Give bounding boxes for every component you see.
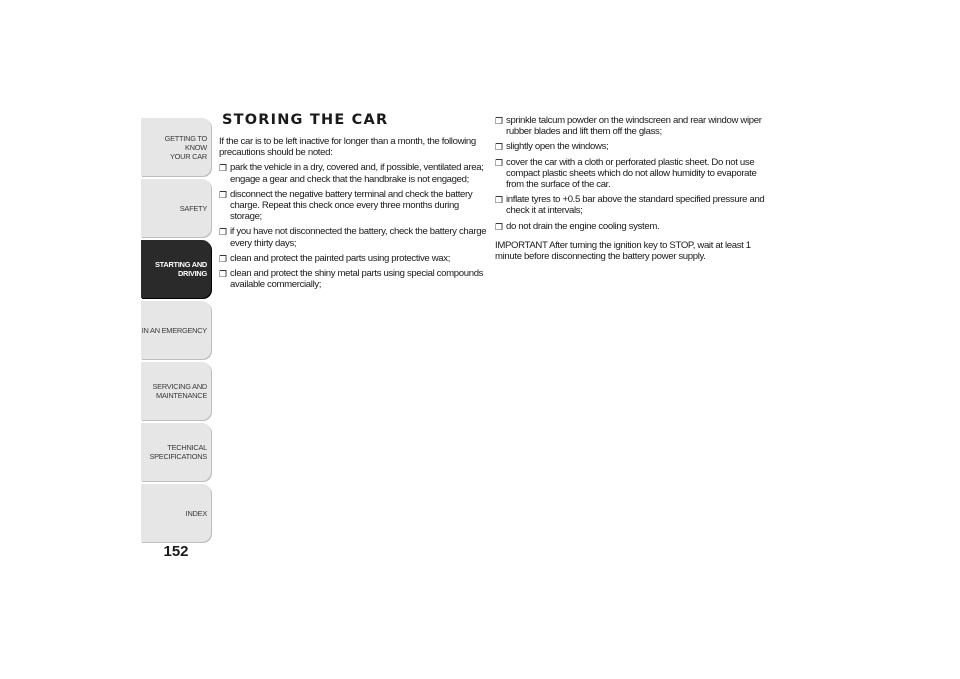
important-note: IMPORTANT After turning the ignition key to STOP, wait at least 1 minute before disconnecting the battery power supply.	[495, 239, 751, 263]
checkbox-bullet-icon: ❐	[495, 195, 503, 206]
checkbox-bullet-icon: ❐	[495, 221, 503, 232]
list-item	[495, 115, 775, 137]
checkbox-bullet-icon: ❐	[219, 269, 227, 280]
tab-starting-and-driving[interactable]: STARTING AND DRIVING	[141, 240, 211, 298]
checkbox-bullet-icon: ❐	[495, 157, 503, 168]
checkbox-bullet-icon: ❐	[219, 227, 227, 238]
intro-paragraph: If the car is to be left inactive for longer than a month, the following precautions should be noted:	[219, 136, 476, 159]
list-item	[219, 189, 491, 223]
list-item	[219, 268, 491, 290]
tab-index[interactable]: INDEX	[141, 484, 211, 542]
list-item	[495, 221, 775, 232]
tab-safety[interactable]: SAFETY	[141, 179, 211, 237]
tab-getting-to-know-your-car[interactable]: GETTING TO KNOW YOUR CAR	[141, 118, 211, 176]
list-item-text: clean and protect the shiny metal parts using special compounds available commercially;	[230, 268, 484, 291]
checkbox-bullet-icon: ❐	[219, 189, 227, 200]
list-item	[219, 226, 491, 248]
right-column	[495, 115, 775, 262]
list-item	[219, 253, 491, 264]
list-item	[495, 194, 775, 216]
checkbox-bullet-icon: ❐	[219, 163, 227, 174]
list-item	[495, 157, 775, 191]
list-item	[219, 162, 491, 184]
checkbox-bullet-icon: ❐	[219, 253, 227, 264]
left-precaution-list	[219, 162, 491, 290]
section-title: STORING THE CAR	[222, 112, 389, 128]
list-item	[495, 141, 775, 152]
tab-servicing-and-maintenance[interactable]: SERVICING AND MAINTENANCE	[141, 362, 211, 420]
list-item-text: inflate tyres to +0.5 bar above the standard specified pressure and check it at intervals;	[506, 194, 765, 217]
page-number: 152	[163, 543, 189, 560]
left-column	[219, 136, 491, 294]
tab-in-an-emergency[interactable]: IN AN EMERGENCY	[141, 301, 211, 359]
list-item-text: clean and protect the painted parts using protective wax;	[230, 252, 451, 264]
checkbox-bullet-icon: ❐	[495, 116, 503, 126]
list-item-text: park the vehicle in a dry, covered and, if possible, ventilated area; engage a gear and check that the handbrake is not engaged;	[230, 162, 484, 185]
list-item-text: slightly open the windows;	[506, 141, 609, 153]
list-item-text: cover the car with a cloth or perforated plastic sheet. Do not use compact plastic sheets which do not allow humidity to evaporate from the surface of the car.	[506, 156, 757, 191]
right-precaution-list	[495, 115, 775, 232]
tab-technical-specifications[interactable]: TECHNICAL SPECIFICATIONS	[141, 423, 211, 481]
list-item-text: sprinkle talcum powder on the windscreen and rear window wiper rubber blades and lift them off the glass;	[506, 115, 762, 138]
list-item-text: do not drain the engine cooling system.	[506, 220, 660, 232]
checkbox-bullet-icon: ❐	[495, 142, 503, 153]
list-item-text: disconnect the negative battery terminal and check the battery charge. Repeat this check once every three months during storage;	[230, 188, 473, 223]
list-item-text: if you have not disconnected the battery, check the battery charge every thirty days;	[230, 226, 487, 249]
